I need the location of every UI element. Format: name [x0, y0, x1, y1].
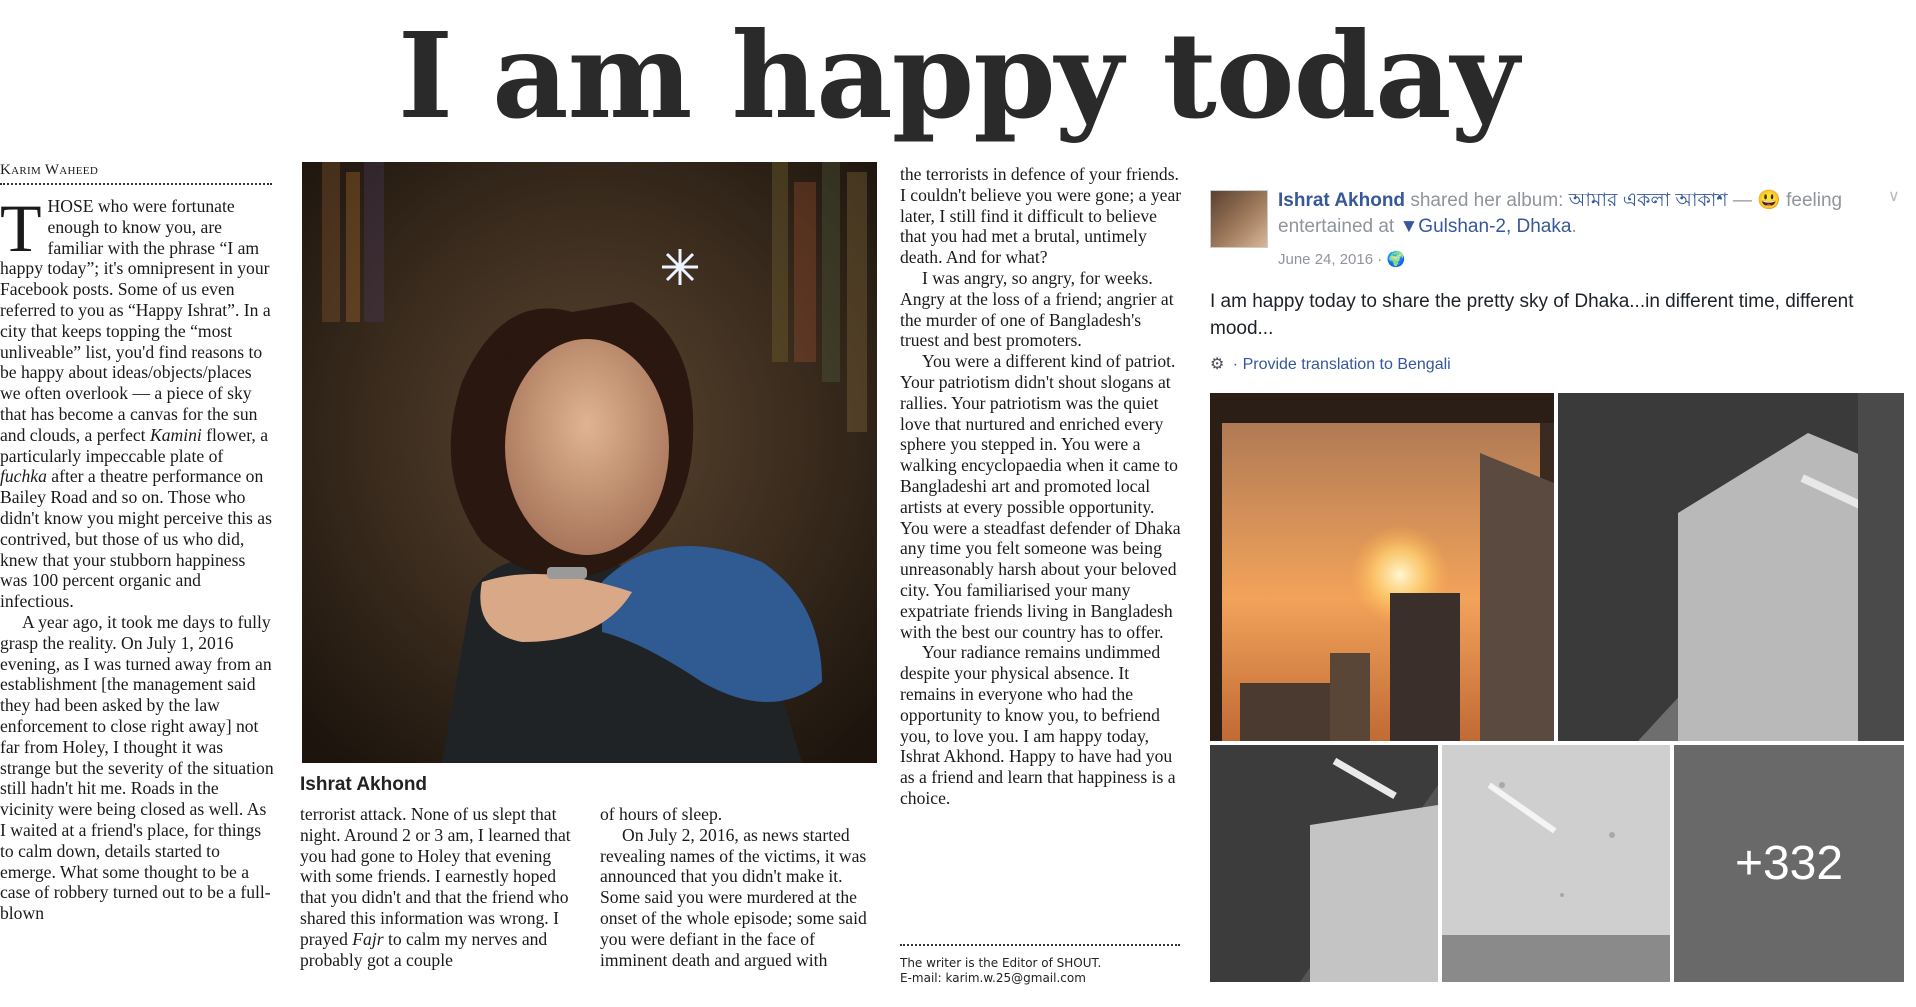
feeling-text: feeling entertained at	[1278, 190, 1843, 237]
article-paragraph: I was angry, so angry, for weeks. Angry at the loss of a friend; angrier at the murder of one of Bangladesh's truest and best promoters.	[900, 267, 1174, 351]
photo-caption: Ishrat Akhond	[300, 774, 428, 795]
album-photo-rain-window-1[interactable]	[1558, 393, 1904, 741]
facebook-post	[1200, 162, 1916, 982]
location-link[interactable]: Gulshan-2, Dhaka	[1418, 216, 1572, 237]
article-column-3	[600, 804, 880, 970]
text-run: flower, a particularly impeccable plate of	[0, 424, 268, 466]
author-email: E-mail: karim.w.25@gmail.com	[900, 971, 1086, 985]
rain-window-image	[1558, 393, 1904, 741]
separator-dot: ·	[1232, 356, 1243, 373]
translate-link[interactable]	[1210, 354, 1451, 374]
article-column-1	[0, 190, 274, 924]
translate-label: Provide translation to Bengali	[1242, 356, 1451, 373]
shared-text: shared her album:	[1410, 190, 1564, 211]
text-run: terrorist attack. None of us slept that night. Around 2 or 3 am, I learned that you had gone to Holey that evening with some friends. I earnestly hoped that you didn't and that the friend who shared this information was wrong. I prayed	[300, 804, 571, 949]
author-note	[900, 944, 1180, 986]
avatar[interactable]	[1210, 190, 1268, 248]
article-paragraph	[300, 804, 575, 970]
author-note-line: The writer is the Editor of SHOUT.	[900, 956, 1102, 970]
location-pin-icon: ▼	[1399, 216, 1419, 237]
post-date-link[interactable]: June 24, 2016	[1278, 251, 1374, 268]
album-photo-rain-sky[interactable]	[1442, 745, 1670, 982]
separator-dot: ·	[1377, 251, 1387, 268]
article-paragraph: A year ago, it took me days to fully grasp the reality. On July 1, 2016 evening, as I was turned away from an establishment [the management said they had been asked by the law enforcement to close right away] not far from Holey, I thought it was strange but the severity of the situation still hadn't hit me. Roads in the vicinity were being closed as well. As I waited at a friend's place, for things to calm down, details started to emerge. What some thought to be a case of robbery turned out to be a full-blown	[0, 611, 274, 924]
rain-sky-image	[1442, 745, 1670, 982]
page-title: I am happy today	[397, 6, 1519, 145]
sunset-image	[1210, 393, 1554, 741]
post-date	[1278, 250, 1405, 268]
author-name-link[interactable]: Ishrat Akhond	[1278, 190, 1406, 211]
post-header	[1278, 188, 1878, 240]
smiley-emoji-icon: 😃	[1757, 190, 1781, 211]
text-run: HOSE who were fortunate enough to know you, are familiar with the phrase “I am happy today”; it's omnipresent in your Facebook posts. Some of us even referred to you as “Happy Ishrat”. In a city that keeps topping the “most unliveable” list, you'd find reasons to be happy about ideas/objects/places we often overlook — a piece of sky that has become a canvas for the sun and clouds, a perfect	[0, 196, 271, 445]
article-paragraph: the terrorists in defence of your friends. I couldn't believe you were gone; a year later, I still find it difficult to believe that you had met a brutal, untimely death. And for what?	[900, 164, 1182, 268]
byline: Karim Waheed	[0, 162, 272, 185]
album-photo-more[interactable]	[1674, 745, 1904, 982]
dash: —	[1732, 190, 1752, 211]
article-column-4	[900, 164, 1182, 809]
drop-cap: T	[0, 190, 42, 266]
gear-icon: ⚙	[1210, 356, 1225, 373]
portrait-illustration	[302, 162, 877, 763]
article-paragraph: of hours of sleep.	[600, 804, 723, 824]
rain-window-image	[1210, 745, 1438, 982]
globe-icon: 🌍	[1386, 251, 1406, 268]
album-link[interactable]: আমার একলা আকাশ	[1568, 190, 1728, 211]
italic-text: Fajr	[352, 928, 384, 949]
chevron-down-icon[interactable]: ∨	[1888, 188, 1900, 205]
article-paragraph: Your radiance remains undimmed despite your physical absence. It remains in everyone who had the opportunity to know you, to befriend you, to love you. I am happy today, Ishrat Akhond. Happy to have had you as a friend and learn that happiness is a choice.	[900, 642, 1176, 808]
article-column-2	[300, 804, 575, 970]
portrait-photo	[302, 162, 877, 763]
period: .	[1571, 216, 1577, 237]
text-run: after a theatre performance on Bailey Road and so on. Those who didn't know you might perceive this as contrived, but those of us who did, knew that your stubborn happiness was 100 percent organic and infectious.	[0, 466, 272, 612]
post-text: I am happy today to share the pretty sky of Dhaka...in different time, different mood...	[1210, 291, 1854, 339]
article-paragraph: You were a different kind of patriot. Your patriotism didn't shout slogans at rallies. Your patriotism was the quiet love that nurtured and enriched every sphere you stepped in. You were a walking encyclopaedia when it came to Bangladeshi art and promoted local artists at every possible opportunity. You were a steadfast defender of Dhaka any time you felt someone was being unreasonably harsh about your beloved city. You familiarised your many expatriate friends living in Bangladesh with the best our country has to offer.	[900, 351, 1181, 642]
album-photo-sunset[interactable]	[1210, 393, 1554, 741]
italic-text: Kamini	[149, 424, 202, 445]
album-photo-rain-window-2[interactable]	[1210, 745, 1438, 982]
text-run: to calm my nerves and probably got a couple	[300, 928, 548, 970]
article-paragraph: On July 2, 2016, as news started revealing names of the victims, it was announced that you didn't make it. Some said you were murdered at the onset of the whole episode; some said you were defiant in the face of imminent death and argued with	[600, 824, 867, 970]
italic-text: fuchka	[0, 466, 47, 487]
article-paragraph	[0, 190, 274, 612]
more-photos-count: +332	[1674, 745, 1904, 982]
